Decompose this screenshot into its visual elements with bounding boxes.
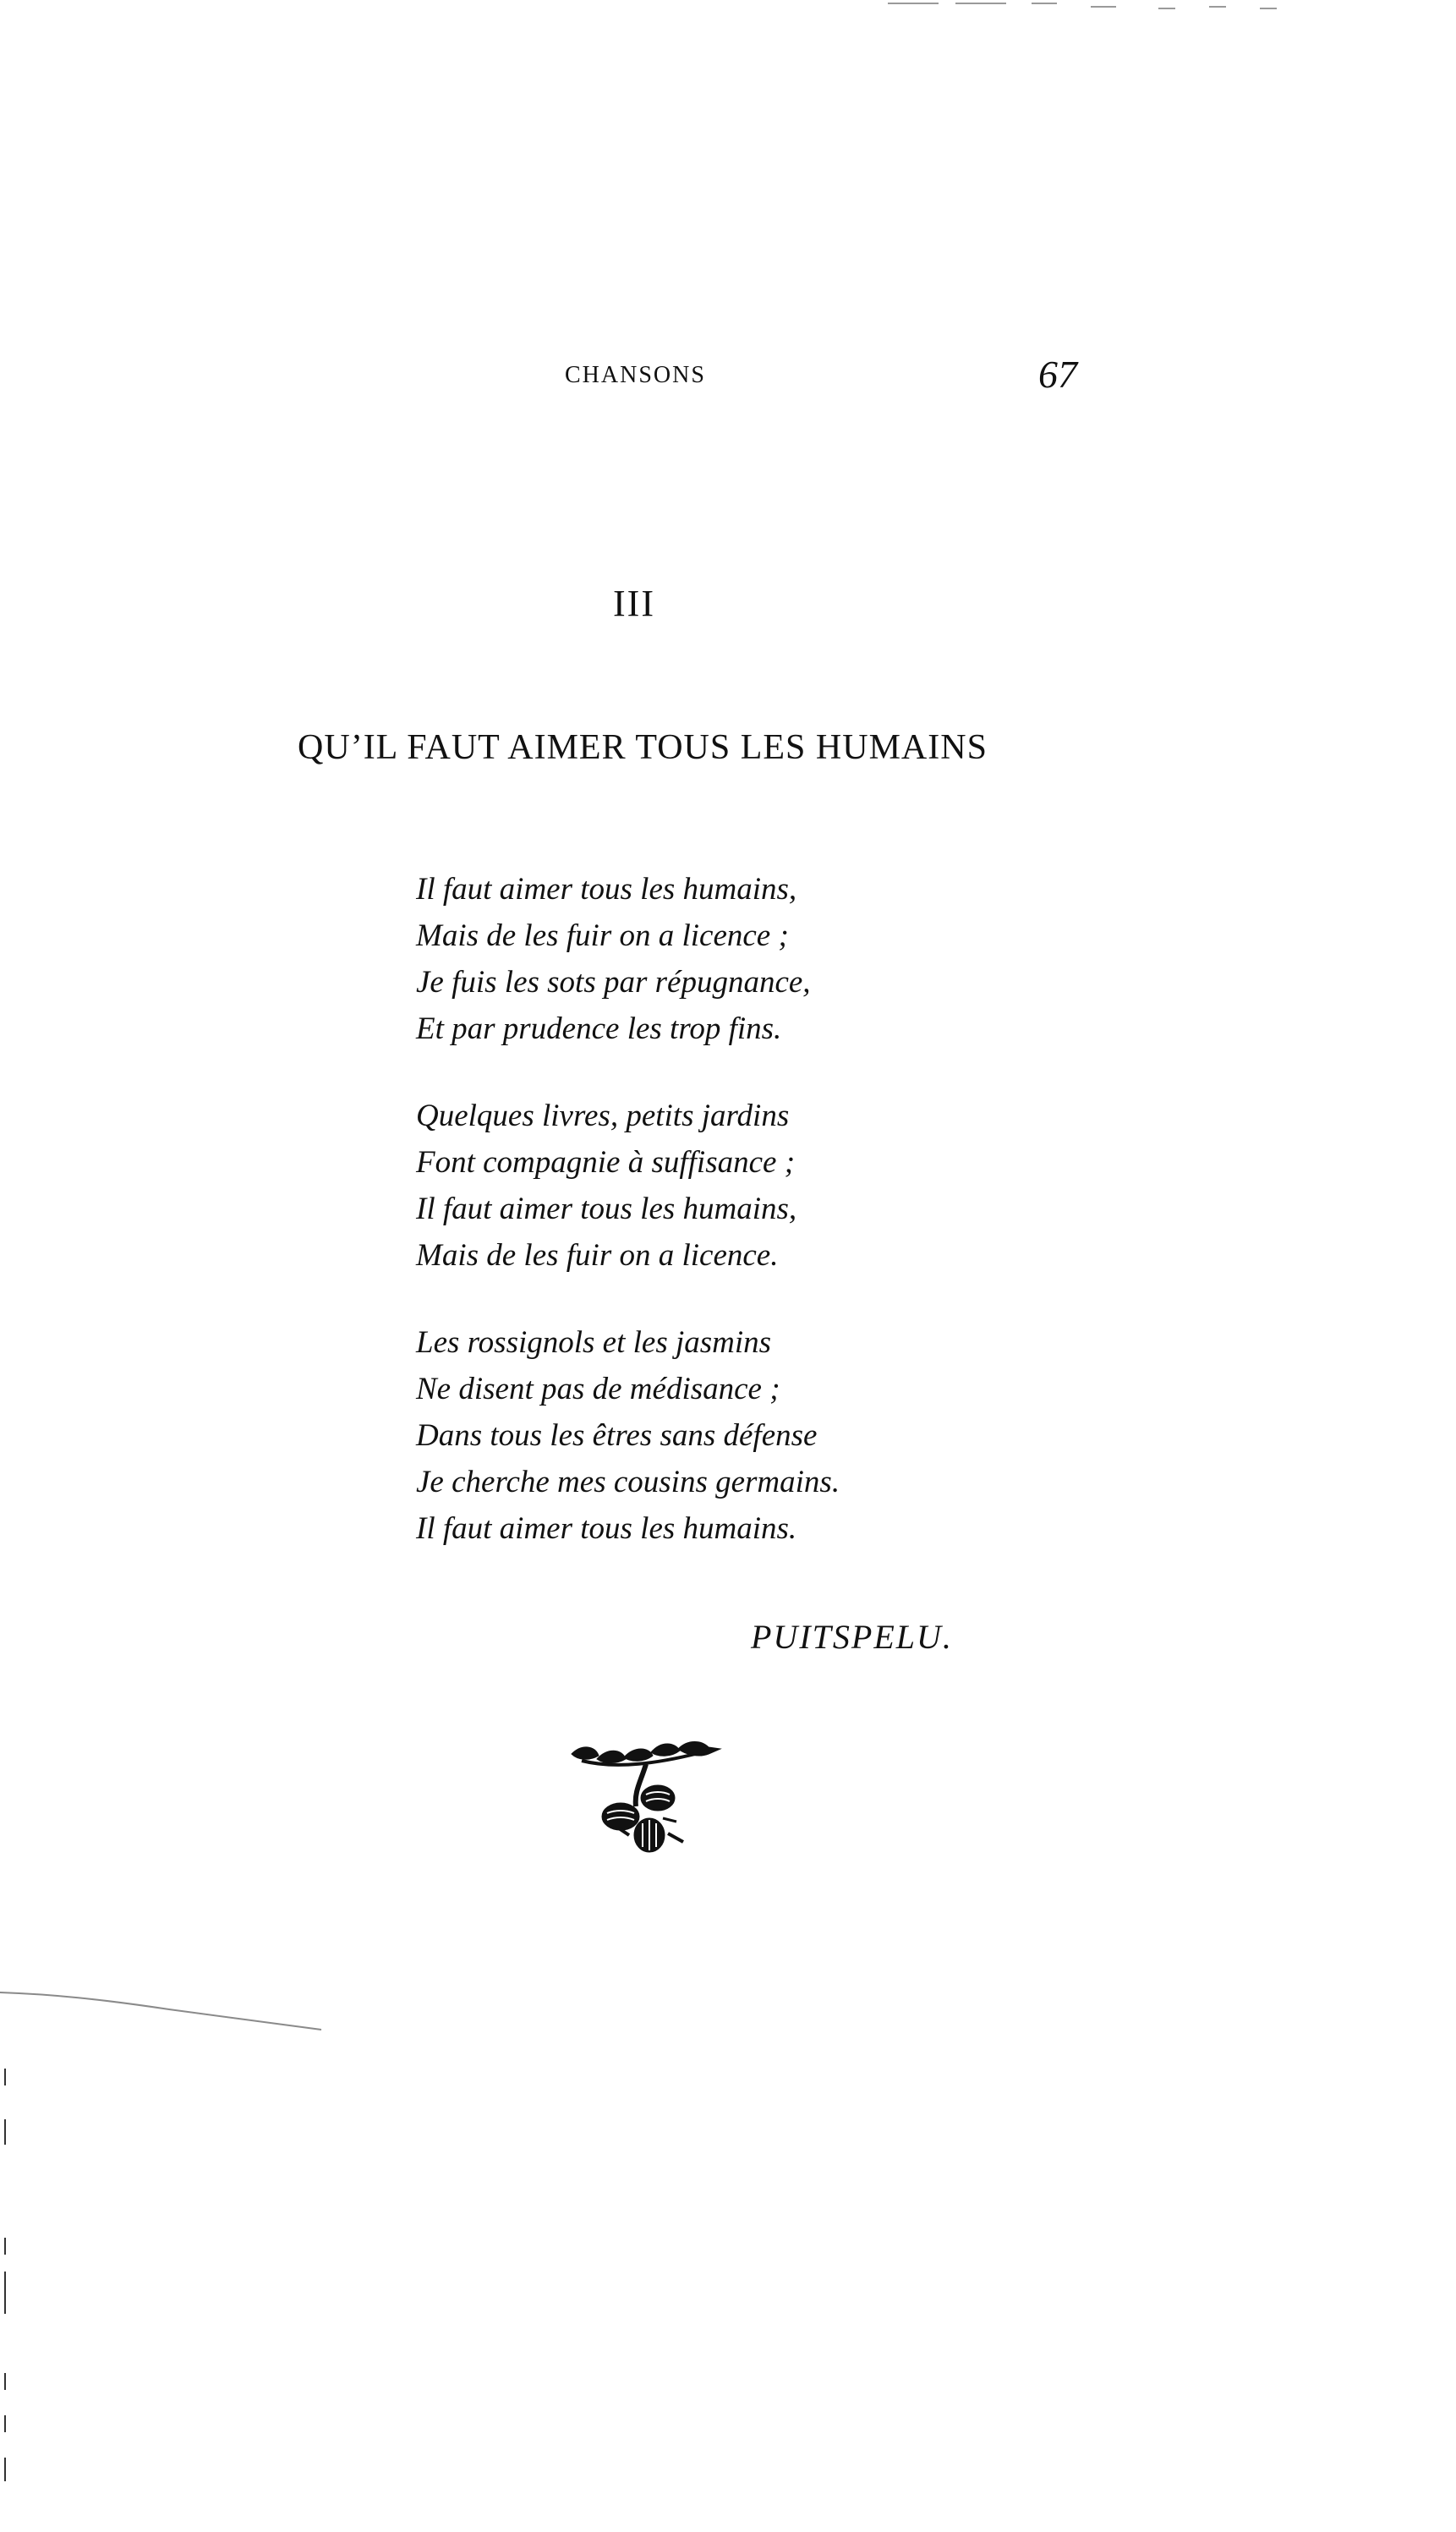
- poem-line: Il faut aimer tous les humains,: [416, 1192, 797, 1226]
- section-number: III: [613, 583, 655, 624]
- poem-line: Je fuis les sots par répugnance,: [416, 965, 811, 1000]
- page-number: 67: [1038, 353, 1077, 396]
- poem-line: Il faut aimer tous les humains,: [416, 872, 797, 907]
- poem-line: Et par prudence les trop fins.: [416, 1011, 782, 1046]
- poem-body: [416, 866, 1092, 1592]
- poem-line: Je cherche mes cousins germains.: [416, 1465, 840, 1499]
- poem-line: Il faut aimer tous les humains.: [416, 1511, 797, 1546]
- floral-vignette-icon: [565, 1735, 725, 1862]
- stanza-2: [416, 1093, 1092, 1279]
- running-title: CHANSONS: [565, 362, 706, 388]
- poem-line: Quelques livres, petits jardins: [416, 1099, 790, 1133]
- scan-margin-marks: [0, 1970, 355, 2532]
- poem-line: Dans tous les êtres sans défense: [416, 1418, 818, 1453]
- running-head: [0, 353, 1456, 413]
- poem-title: QU’IL FAUT AIMER TOUS LES HUMAINS: [298, 728, 988, 767]
- poem-line: Font compagnie à suffisance ;: [416, 1145, 796, 1180]
- poem-line: Les rossignols et les jasmins: [416, 1325, 772, 1360]
- poem-line: Ne disent pas de médisance ;: [416, 1372, 780, 1406]
- stanza-1: [416, 866, 1092, 1052]
- stanza-3: [416, 1319, 1092, 1552]
- poem-line: Mais de les fuir on a licence.: [416, 1238, 779, 1273]
- poem-line: Mais de les fuir on a licence ;: [416, 918, 789, 953]
- author-signature: PUITSPELU.: [751, 1618, 953, 1656]
- scan-edge-marks: [888, 0, 1456, 12]
